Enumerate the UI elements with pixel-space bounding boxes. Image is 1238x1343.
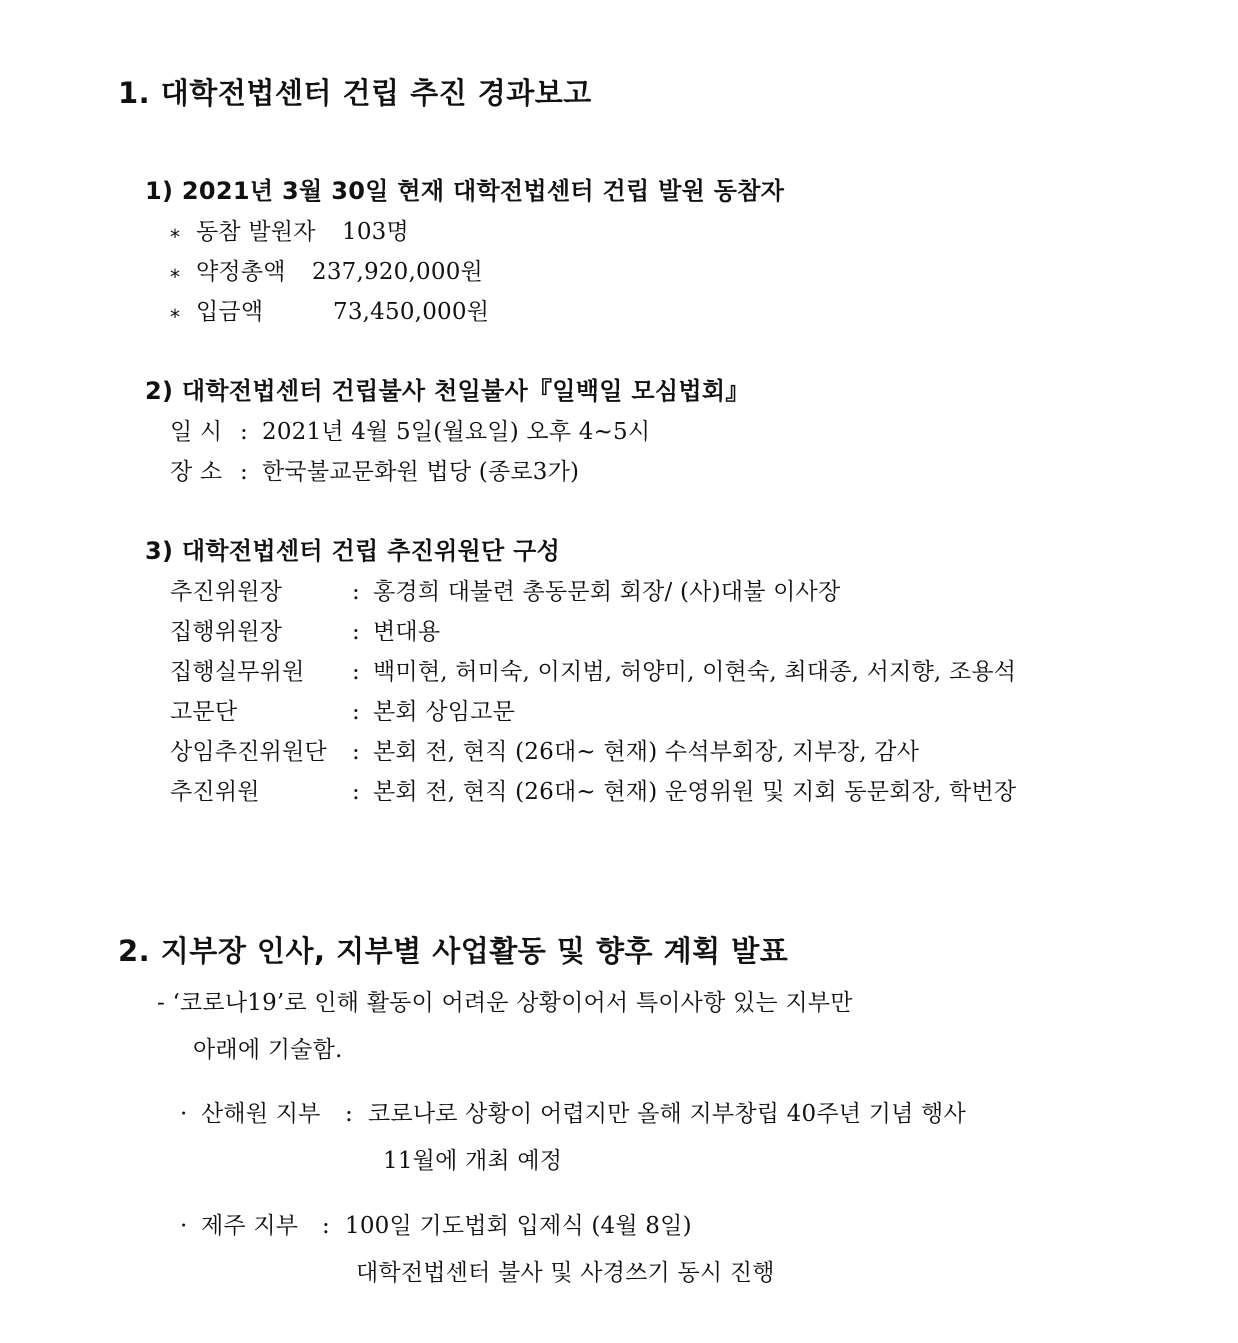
branch-sep: : <box>345 1101 353 1127</box>
branch-name: 산해원 지부 <box>201 1101 321 1127</box>
datetime-label: 일 시 <box>170 419 223 445</box>
committee-role-sep: : <box>352 779 360 805</box>
place-value: 한국불교문화원 법당 (종로3가) <box>262 459 580 485</box>
deposit-value: 73,450,000원 <box>333 299 490 325</box>
committee-role-label: 고문단 <box>170 699 238 725</box>
committee-role-value: 홍경희 대불련 총동문회 회장/ (사)대불 이사장 <box>373 579 841 605</box>
branch-detail-line-2: 대학전법센터 불사 및 사경쓰기 동시 진행 <box>356 1260 775 1286</box>
committee-role-label: 집행실무위원 <box>170 659 305 685</box>
place-label: 장 소 <box>170 459 223 485</box>
committee-role-value: 백미현, 허미숙, 이지범, 허양미, 이현숙, 최대종, 서지향, 조용석 <box>373 659 1017 685</box>
branch-detail-line-1: 코로나로 상황이 어렵지만 올해 지부창립 40주년 기념 행사 <box>368 1101 966 1127</box>
committee-role-value: 본회 전, 현직 (26대~ 현재) 운영위원 및 지회 동문회장, 학번장 <box>373 779 1017 805</box>
branch-bullet: · <box>180 1213 188 1239</box>
pledge-total-value: 237,920,000원 <box>312 259 483 285</box>
committee-role-value: 변대용 <box>373 619 441 645</box>
committee-role-sep: : <box>352 619 360 645</box>
committee-role-sep: : <box>352 579 360 605</box>
note-line-1: - ‘코로나19’로 인해 활동이 어려운 상황이어서 특이사항 있는 지부만 <box>157 990 853 1016</box>
committee-role-label: 집행위원장 <box>170 619 283 645</box>
note-line-2: 아래에 기술함. <box>193 1037 343 1063</box>
committee-role-sep: : <box>352 739 360 765</box>
sub3-heading: 3) 대학전법센터 건립 추진위원단 구성 <box>145 537 561 565</box>
datetime-sep: : <box>240 419 248 445</box>
committee-role-sep: : <box>352 699 360 725</box>
section2-heading: 2. 지부장 인사, 지부별 사업활동 및 향후 계획 발표 <box>118 934 789 968</box>
branch-bullet: · <box>180 1101 188 1127</box>
branch-detail-line-1: 100일 기도법회 입제식 (4월 8일) <box>345 1213 692 1239</box>
committee-role-value: 본회 상임고문 <box>373 699 516 725</box>
section1-heading: 1. 대학전법센터 건립 추진 경과보고 <box>118 76 592 110</box>
committee-role-label: 추진위원장 <box>170 579 283 605</box>
sub1-heading: 1) 2021년 3월 30일 현재 대학전법센터 건립 발원 동참자 <box>145 177 785 205</box>
pledger-value: 103명 <box>342 219 409 245</box>
pledger-label: 동참 발원자 <box>196 219 316 245</box>
committee-role-sep: : <box>352 659 360 685</box>
branch-sep: : <box>322 1213 330 1239</box>
pledge-total-label: 약정총액 <box>196 259 286 285</box>
committee-role-label: 상임추진위원단 <box>170 739 327 765</box>
bullet-asterisk: * <box>170 305 180 329</box>
committee-role-label: 추진위원 <box>170 779 260 805</box>
branch-detail-line-2: 11월에 개최 예정 <box>383 1148 563 1174</box>
bullet-asterisk: * <box>170 265 180 289</box>
sub2-heading: 2) 대학전법센터 건립불사 천일불사『일백일 모심법회』 <box>145 377 750 405</box>
place-sep: : <box>240 459 248 485</box>
bullet-asterisk: * <box>170 225 180 249</box>
branch-name: 제주 지부 <box>201 1213 299 1239</box>
deposit-label: 입금액 <box>196 299 264 325</box>
committee-role-value: 본회 전, 현직 (26대~ 현재) 수석부회장, 지부장, 감사 <box>373 739 920 765</box>
datetime-value: 2021년 4월 5일(월요일) 오후 4~5시 <box>262 419 651 445</box>
